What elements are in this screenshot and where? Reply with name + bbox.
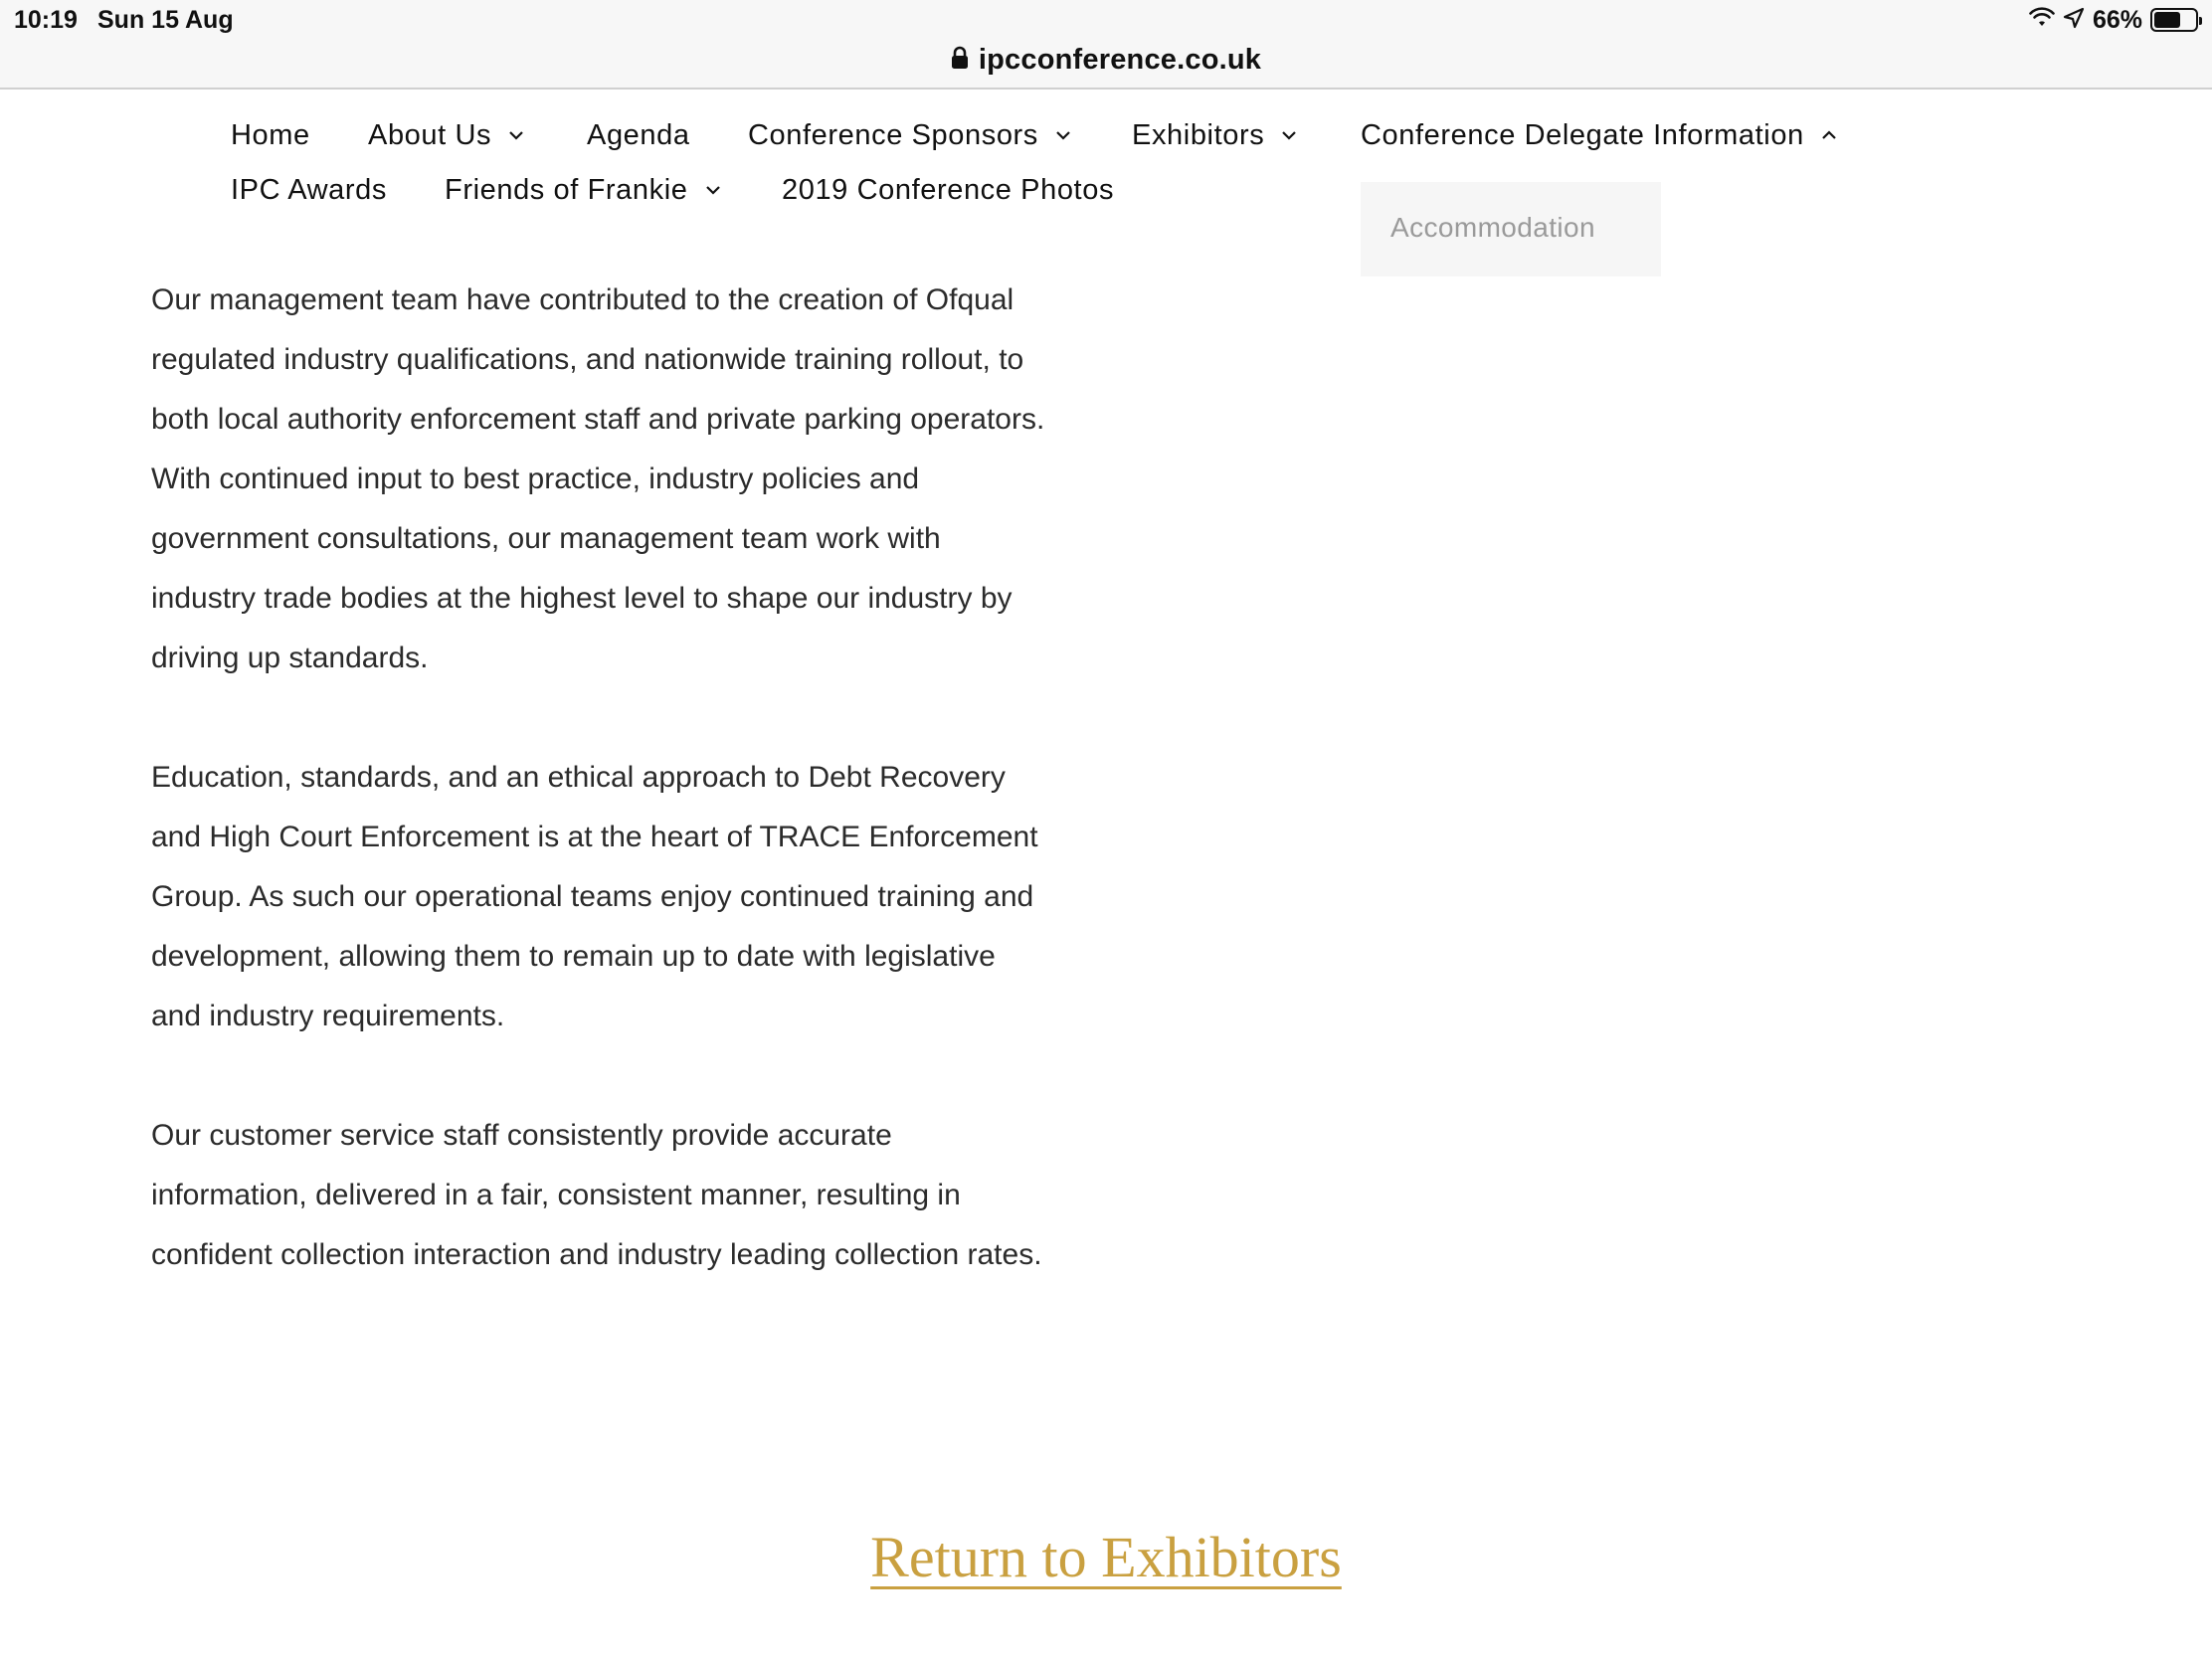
nav-conference-sponsors-label: Conference Sponsors [748,118,1038,151]
delegate-info-dropdown [1361,182,1661,276]
battery-percent: 66% [2092,5,2142,34]
location-arrow-icon [2063,7,2085,34]
nav-home[interactable] [231,119,310,152]
status-date: Sun 15 Aug [97,6,234,34]
chevron-down-icon [1052,124,1074,146]
url-text[interactable]: ipcconference.co.uk [978,43,1262,76]
nav-conference-delegate-information[interactable] [1361,119,1840,152]
dropdown-item-accommodation[interactable]: Accommodation [1390,212,1595,243]
paragraph-education-standards: Education, standards, and an ethical approach to Debt Recovery and High Court Enforcement is at the heart of TRACE Enforcement Group. As such our operational teams enjoy continued training and development, allowing them to remain up to date with legislative and industry requirements. [151,761,1038,1032]
nav-conference-sponsors[interactable] [748,119,1074,152]
nav-friends-of-frankie[interactable] [445,174,724,207]
browser-chrome [0,0,2212,90]
battery-icon [2150,8,2198,32]
wifi-icon [2029,7,2055,34]
nav-exhibitors-label: Exhibitors [1132,118,1265,151]
status-indicators [2029,4,2198,36]
nav-delegate-info-label: Conference Delegate Information [1361,118,1804,151]
battery-level [2154,12,2180,28]
nav-about-us-label: About Us [368,118,492,151]
paragraph-customer-service: Our customer service staff consistently provide accurate information, delivered in a fair, consistent manner, resulting in confident collection interaction and industry leading collection rates. [151,1119,1042,1271]
nav-ipc-awards-label: IPC Awards [231,173,387,206]
nav-friends-of-frankie-label: Friends of Frankie [445,173,688,206]
lock-icon [951,46,969,75]
chevron-down-icon [505,124,527,146]
nav-2019-conference-photos[interactable] [782,174,1114,207]
nav-home-label: Home [231,118,310,151]
chevron-down-icon [1278,124,1300,146]
paragraph-management-team: Our management team have contributed to the creation of Ofqual regulated industry qualifications, and nationwide training rollout, to both local authority enforcement staff and private parking operators. With continued input to best practice, industry policies and government consultations, our management team work with industry trade bodies at the highest level to shape our industry by driving up standards. [151,283,1045,674]
return-to-exhibitors-link[interactable]: Return to Exhibitors [870,1525,1342,1589]
chevron-up-icon [1818,124,1840,146]
nav-agenda[interactable] [587,119,690,152]
address-bar[interactable] [0,40,2212,80]
nav-ipc-awards[interactable] [231,174,387,207]
nav-2019-photos-label: 2019 Conference Photos [782,173,1115,206]
nav-exhibitors[interactable] [1132,119,1300,152]
chevron-down-icon [702,179,724,201]
nav-agenda-label: Agenda [587,118,690,151]
status-time: 10:19 [14,6,78,34]
main-content [151,271,1046,1345]
nav-about-us[interactable] [368,119,527,152]
